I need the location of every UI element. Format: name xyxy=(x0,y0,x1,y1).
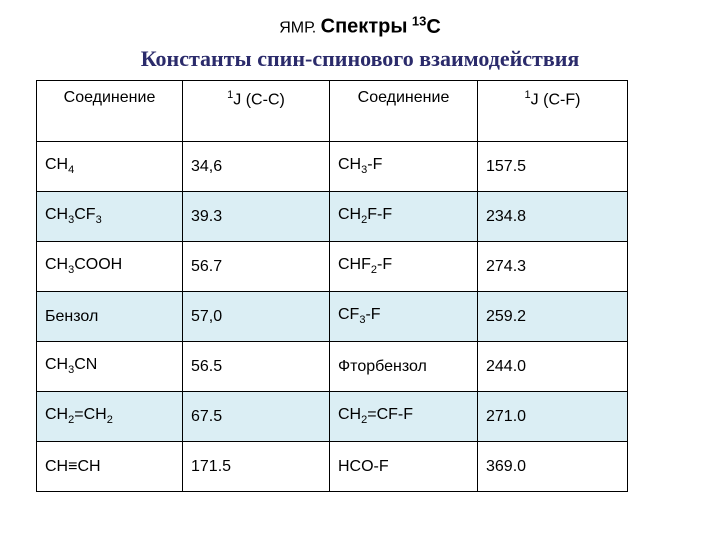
formula-text: CH xyxy=(45,356,69,374)
page-title xyxy=(0,6,720,44)
formula-text: CH xyxy=(45,156,69,174)
formula-text: F-F xyxy=(367,206,393,224)
formula-subscript: 4 xyxy=(68,164,75,177)
subtitle: Константы спин-спинового взаимодействия xyxy=(140,46,580,71)
compound-cf-cell xyxy=(330,442,478,492)
compound-cf-cell xyxy=(330,142,478,192)
header-label: J (C-F) xyxy=(530,91,581,109)
j-cc-value: 67.5 xyxy=(183,392,330,442)
formula-text: CH xyxy=(338,206,362,224)
j-cf-value: 157.5 xyxy=(478,142,628,192)
column-header xyxy=(478,81,628,142)
isotope-element: C xyxy=(426,15,441,38)
j-cf-value: 274.3 xyxy=(478,242,628,292)
j-cf-value: 369.0 xyxy=(478,442,628,492)
formula-text: =CF-F xyxy=(367,406,414,424)
j-cc-value: 34,6 xyxy=(183,142,330,192)
compound-cf-cell xyxy=(330,342,478,392)
j-cc-value: 57,0 xyxy=(183,292,330,342)
formula-text: Фторбензол xyxy=(338,357,427,375)
j-cf-value: 271.0 xyxy=(478,392,628,442)
table-row xyxy=(37,442,628,492)
j-cc-value: 39.3 xyxy=(183,192,330,242)
title-main: Спектры xyxy=(320,15,408,38)
formula-subscript: 3 xyxy=(361,164,368,177)
table-row xyxy=(37,342,628,392)
title-prefix: ЯМР. xyxy=(279,19,317,37)
j-cc-value: 171.5 xyxy=(183,442,330,492)
coupling-constants-table xyxy=(36,80,628,492)
j-cf-value: 244.0 xyxy=(478,342,628,392)
j-cc-value: 56.7 xyxy=(183,242,330,292)
formula-text: HCO-F xyxy=(338,457,389,475)
formula-subscript: 2 xyxy=(370,264,378,277)
compound-cc-cell xyxy=(37,442,183,492)
formula-text: CH xyxy=(338,406,362,424)
table-row xyxy=(37,292,628,342)
table-row xyxy=(37,392,628,442)
header-superscript: 1 xyxy=(524,89,531,101)
header-row xyxy=(37,81,628,142)
formula-subscript: 2 xyxy=(68,414,75,427)
header-label: J (C-C) xyxy=(233,91,285,109)
table-row xyxy=(37,142,628,192)
j-cc-value: 56.5 xyxy=(183,342,330,392)
compound-cf-cell xyxy=(330,392,478,442)
column-header xyxy=(37,81,183,142)
formula-text: CH xyxy=(45,406,69,424)
compound-cc-cell xyxy=(37,192,183,242)
formula-text: CH xyxy=(45,256,69,274)
formula-text: CHF xyxy=(338,256,371,274)
isotope-mass: 13 xyxy=(411,13,427,28)
formula-subscript: 3 xyxy=(68,214,75,227)
header-label: Соединение xyxy=(357,89,450,106)
j-cf-value: 234.8 xyxy=(478,192,628,242)
formula-text: -F xyxy=(377,256,393,274)
compound-cc-cell xyxy=(37,292,183,342)
j-cf-value: 259.2 xyxy=(478,292,628,342)
table-row xyxy=(37,192,628,242)
formula-text: Бензол xyxy=(45,307,99,325)
formula-text: -F xyxy=(365,306,381,324)
formula-text: CF xyxy=(74,206,96,224)
formula-text: =CH xyxy=(74,406,107,424)
compound-cc-cell xyxy=(37,142,183,192)
header-label: Соединение xyxy=(63,89,156,106)
formula-text: CN xyxy=(74,356,98,374)
formula-text: CH xyxy=(45,206,69,224)
formula-subscript: 3 xyxy=(68,364,75,377)
table-body xyxy=(37,142,628,492)
formula-subscript: 3 xyxy=(95,214,102,227)
formula-text: CH xyxy=(338,156,362,174)
formula-subscript: 2 xyxy=(106,414,113,427)
formula-subscript: 3 xyxy=(359,314,366,327)
header-superscript: 1 xyxy=(227,89,234,101)
formula-text: CH≡CH xyxy=(45,457,101,475)
title-isotope xyxy=(411,13,441,38)
formula-subscript: 3 xyxy=(68,264,75,277)
formula-text: CF xyxy=(338,306,360,324)
formula-subscript: 2 xyxy=(361,414,368,427)
compound-cc-cell xyxy=(37,392,183,442)
compound-cf-cell xyxy=(330,192,478,242)
compound-cf-cell xyxy=(330,292,478,342)
formula-text: COOH xyxy=(74,256,123,274)
column-header xyxy=(183,81,330,142)
formula-text: -F xyxy=(367,156,383,174)
formula-subscript: 2 xyxy=(361,214,368,227)
compound-cf-cell xyxy=(330,242,478,292)
compound-cc-cell xyxy=(37,342,183,392)
table-row xyxy=(37,242,628,292)
compound-cc-cell xyxy=(37,242,183,292)
column-header xyxy=(330,81,478,142)
